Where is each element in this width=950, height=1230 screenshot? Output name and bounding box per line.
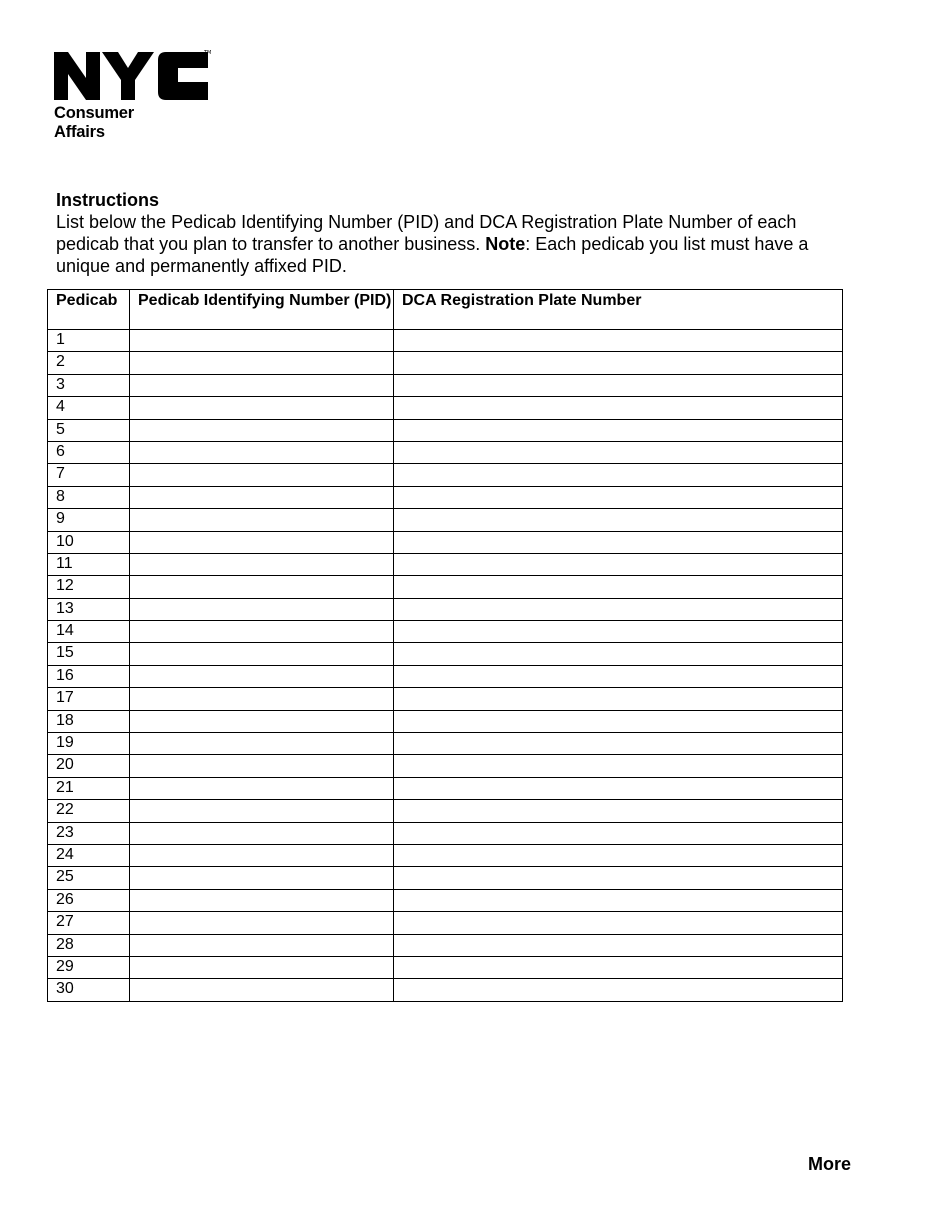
pedicab-number-cell: 1: [48, 330, 130, 352]
pedicab-number-cell: 2: [48, 352, 130, 374]
pedicab-number-cell: 7: [48, 464, 130, 486]
plate-number-entry-cell[interactable]: [394, 800, 843, 822]
plate-number-entry-cell[interactable]: [394, 621, 843, 643]
table-row: [48, 867, 843, 889]
pid-entry-cell[interactable]: [130, 934, 394, 956]
pedicab-number-cell: 22: [48, 800, 130, 822]
pid-entry-cell[interactable]: [130, 867, 394, 889]
instructions-text-intro: List below the Pedicab Identifying Number (PID) and DCA Registration Plate Number of each pedicab that you plan to transfer to another business.: [56, 212, 797, 254]
pedicab-number-cell: 20: [48, 755, 130, 777]
table-row: [48, 665, 843, 687]
pid-entry-cell[interactable]: [130, 822, 394, 844]
table-row: [48, 509, 843, 531]
table-row: [48, 889, 843, 911]
instructions-text-note: : Each pedicab you list must have a unique and permanently affixed PID.: [56, 234, 809, 276]
logo-text-affairs: Affairs: [54, 123, 105, 141]
table-row: [48, 374, 843, 396]
table-row: [48, 397, 843, 419]
instructions-text: [56, 211, 856, 277]
table-row: [48, 486, 843, 508]
pid-entry-cell[interactable]: [130, 576, 394, 598]
pid-entry-cell[interactable]: [130, 755, 394, 777]
pedicab-number-cell: 12: [48, 576, 130, 598]
plate-number-entry-cell[interactable]: [394, 934, 843, 956]
plate-number-entry-cell[interactable]: [394, 576, 843, 598]
table-row: [48, 979, 843, 1001]
note-label: Note: [485, 234, 526, 254]
pedicab-number-cell: 13: [48, 598, 130, 620]
pedicab-number-cell: 28: [48, 934, 130, 956]
plate-number-entry-cell[interactable]: [394, 486, 843, 508]
table-row: [48, 621, 843, 643]
pedicab-number-cell: 26: [48, 889, 130, 911]
pid-entry-cell[interactable]: [130, 397, 394, 419]
plate-number-entry-cell[interactable]: [394, 867, 843, 889]
pedicab-number-cell: 18: [48, 710, 130, 732]
pedicab-number-cell: 3: [48, 374, 130, 396]
table-row: [48, 755, 843, 777]
pedicab-number-cell: 10: [48, 531, 130, 553]
pid-entry-cell[interactable]: [130, 665, 394, 687]
pedicab-number-cell: 27: [48, 912, 130, 934]
instructions-heading: Instructions: [56, 190, 160, 210]
table-row: [48, 710, 843, 732]
pedicab-number-cell: 8: [48, 486, 130, 508]
table-row: [48, 800, 843, 822]
pedicab-number-cell: 9: [48, 509, 130, 531]
plate-number-entry-cell[interactable]: [394, 844, 843, 866]
nyc-logo-icon: [54, 48, 212, 104]
plate-number-entry-cell[interactable]: [394, 889, 843, 911]
plate-number-entry-cell[interactable]: [394, 374, 843, 396]
plate-number-entry-cell[interactable]: [394, 643, 843, 665]
plate-number-entry-cell[interactable]: [394, 912, 843, 934]
pid-entry-cell[interactable]: [130, 598, 394, 620]
pedicab-number-cell: 21: [48, 777, 130, 799]
nyc-consumer-affairs-logo: [54, 48, 214, 142]
plate-number-entry-cell[interactable]: [394, 598, 843, 620]
table-row: [48, 822, 843, 844]
table-row: [48, 598, 843, 620]
pedicab-number-cell: 23: [48, 822, 130, 844]
pid-entry-cell[interactable]: [130, 352, 394, 374]
plate-number-entry-cell[interactable]: [394, 979, 843, 1001]
logo-text-consumer: Consumer: [54, 104, 134, 122]
pedicab-number-cell: 14: [48, 621, 130, 643]
plate-number-entry-cell[interactable]: [394, 665, 843, 687]
pid-entry-cell[interactable]: [130, 374, 394, 396]
more-label: More: [808, 1154, 852, 1174]
plate-number-entry-cell[interactable]: [394, 733, 843, 755]
table-body: [48, 330, 843, 1002]
plate-number-entry-cell[interactable]: [394, 352, 843, 374]
pedicab-number-cell: 25: [48, 867, 130, 889]
pid-entry-cell[interactable]: [130, 486, 394, 508]
table-row: [48, 330, 843, 352]
table-row: [48, 643, 843, 665]
column-header-pid: Pedicab Identifying Number (PID): [130, 290, 394, 330]
instructions-section: [56, 189, 856, 277]
pid-entry-cell[interactable]: [130, 733, 394, 755]
pid-entry-cell[interactable]: [130, 710, 394, 732]
column-header-pedicab: Pedicab: [48, 290, 130, 330]
pedicab-number-cell: 17: [48, 688, 130, 710]
pedicab-number-cell: 5: [48, 419, 130, 441]
pid-entry-cell[interactable]: [130, 553, 394, 575]
pid-entry-cell[interactable]: [130, 531, 394, 553]
pedicab-number-cell: 16: [48, 665, 130, 687]
pedicab-number-cell: 30: [48, 979, 130, 1001]
plate-number-entry-cell[interactable]: [394, 755, 843, 777]
plate-number-entry-cell[interactable]: [394, 419, 843, 441]
pid-entry-cell[interactable]: [130, 979, 394, 1001]
pid-entry-cell[interactable]: [130, 889, 394, 911]
plate-number-entry-cell[interactable]: [394, 464, 843, 486]
pid-entry-cell[interactable]: [130, 419, 394, 441]
pedicab-number-cell: 11: [48, 553, 130, 575]
pedicab-number-cell: 24: [48, 844, 130, 866]
plate-number-entry-cell[interactable]: [394, 531, 843, 553]
table-row: [48, 419, 843, 441]
plate-number-entry-cell[interactable]: [394, 777, 843, 799]
plate-number-entry-cell[interactable]: [394, 441, 843, 463]
svg-text:TM: TM: [204, 50, 212, 56]
plate-number-entry-cell[interactable]: [394, 330, 843, 352]
table-row: [48, 777, 843, 799]
pid-entry-cell[interactable]: [130, 777, 394, 799]
plate-number-entry-cell[interactable]: [394, 956, 843, 978]
pedicab-number-cell: 4: [48, 397, 130, 419]
plate-number-entry-cell[interactable]: [394, 710, 843, 732]
plate-number-entry-cell[interactable]: [394, 509, 843, 531]
pid-entry-cell[interactable]: [130, 956, 394, 978]
pid-entry-cell[interactable]: [130, 800, 394, 822]
pedicab-number-cell: 6: [48, 441, 130, 463]
plate-number-entry-cell[interactable]: [394, 688, 843, 710]
plate-number-entry-cell[interactable]: [394, 553, 843, 575]
plate-number-entry-cell[interactable]: [394, 397, 843, 419]
table-row: [48, 531, 843, 553]
table-row: [48, 912, 843, 934]
pid-entry-cell[interactable]: [130, 621, 394, 643]
pedicab-number-cell: 15: [48, 643, 130, 665]
table-row: [48, 844, 843, 866]
pid-entry-cell[interactable]: [130, 643, 394, 665]
pid-entry-cell[interactable]: [130, 844, 394, 866]
pid-entry-cell[interactable]: [130, 330, 394, 352]
pid-entry-cell[interactable]: [130, 441, 394, 463]
pedicab-number-cell: 19: [48, 733, 130, 755]
pid-entry-cell[interactable]: [130, 464, 394, 486]
table-row: [48, 352, 843, 374]
table-row: [48, 576, 843, 598]
pid-entry-cell[interactable]: [130, 509, 394, 531]
table-row: [48, 553, 843, 575]
table-header-row: [48, 290, 843, 330]
pedicab-transfer-table: [47, 289, 843, 1002]
table-row: [48, 464, 843, 486]
plate-number-entry-cell[interactable]: [394, 822, 843, 844]
table-row: [48, 688, 843, 710]
pedicab-number-cell: 29: [48, 956, 130, 978]
table-row: [48, 733, 843, 755]
pid-entry-cell[interactable]: [130, 688, 394, 710]
table-row: [48, 956, 843, 978]
table-row: [48, 934, 843, 956]
table-row: [48, 441, 843, 463]
column-header-plate-number: DCA Registration Plate Number: [394, 290, 843, 330]
pid-entry-cell[interactable]: [130, 912, 394, 934]
